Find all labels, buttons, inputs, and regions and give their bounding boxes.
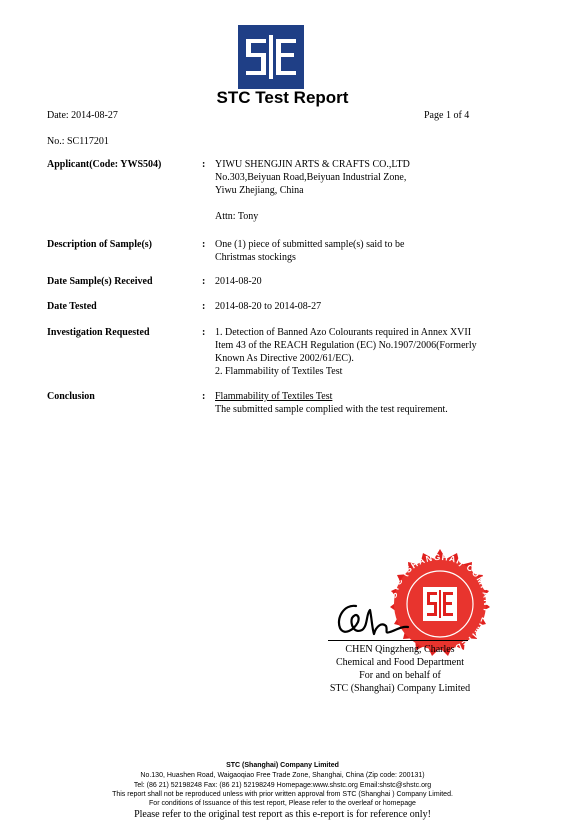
signer-department: Chemical and Food Department <box>335 657 465 668</box>
investigation-label: Investigation Requested <box>47 327 150 338</box>
colon: : <box>202 276 206 287</box>
handwritten-signature <box>332 596 412 642</box>
description-line: One (1) piece of submitted sample(s) said to be <box>215 239 405 250</box>
signer-company: STC (Shanghai) Company Limited <box>329 683 471 694</box>
conclusion-title: Flammability of Textiles Test <box>215 391 333 402</box>
colon: : <box>202 301 206 312</box>
footer-conditions: For conditions of Issuance of this test report, Please refer to the overleaf or homepage <box>149 800 416 807</box>
applicant-attn: Attn: Tony <box>215 211 259 222</box>
footer-company: STC (Shanghai) Company Limited <box>226 762 339 769</box>
investigation-line: 1. Detection of Banned Azo Colourants required in Annex XVII <box>215 327 472 338</box>
investigation-line: Item 43 of the REACH Regulation (EC) No.1907/2006(Formerly <box>215 340 477 351</box>
svg-text:STC (SHANGHAI) COMPANY LIMITED: STC (SHANGHAI) COMPANY LIMITED <box>388 551 493 654</box>
description-label: Description of Sample(s) <box>47 239 152 250</box>
investigation-line: 2. Flammability of Textiles Test <box>215 366 343 377</box>
tested-label: Date Tested <box>47 301 97 312</box>
footer-address: No.130, Huashen Road, Waigaoqiao Free Trade Zone, Shanghai, China (Zip code: 200131) <box>140 772 425 779</box>
description-line: Christmas stockings <box>215 252 296 263</box>
colon: : <box>202 159 206 170</box>
tested-value: 2014-08-20 to 2014-08-27 <box>215 301 322 312</box>
conclusion-label: Conclusion <box>47 391 95 402</box>
report-date: Date: 2014-08-27 <box>47 110 118 121</box>
applicant-name: YIWU SHENGJIN ARTS & CRAFTS CO.,LTD <box>215 159 410 170</box>
signer-name: CHEN Qingzheng, Charles <box>345 644 455 655</box>
applicant-label: Applicant(Code: YWS504) <box>47 159 162 170</box>
colon: : <box>202 239 206 250</box>
investigation-line: Known As Directive 2002/61/EC). <box>215 353 354 364</box>
colon: : <box>202 327 206 338</box>
applicant-address: No.303,Beiyuan Road,Beiyuan Industrial Zone, <box>215 172 407 183</box>
signature-line <box>328 640 468 641</box>
received-label: Date Sample(s) Received <box>47 276 153 287</box>
signer-behalf: For and on behalf of <box>359 670 441 681</box>
page-title: STC Test Report <box>216 88 349 107</box>
applicant-city: Yiwu Zhejiang, China <box>215 185 304 196</box>
conclusion-text: The submitted sample complied with the test requirement. <box>215 404 448 415</box>
footer-rights: This report shall not be reproduced unless with prior written approval from STC (Shanghai ) Company Limited. <box>112 791 453 798</box>
footer-note: Please refer to the original test report as this e-report is for reference only! <box>134 809 431 820</box>
colon: : <box>202 391 206 402</box>
page-number: Page 1 of 4 <box>424 110 470 121</box>
stc-logo <box>238 25 304 89</box>
footer-contact: Tel: (86 21) 52198248 Fax: (86 21) 52198249 Homepage:www.shstc.org Email:shstc@shstc.org <box>133 782 432 789</box>
report-number: No.: SC117201 <box>47 136 109 147</box>
received-value: 2014-08-20 <box>215 276 262 287</box>
